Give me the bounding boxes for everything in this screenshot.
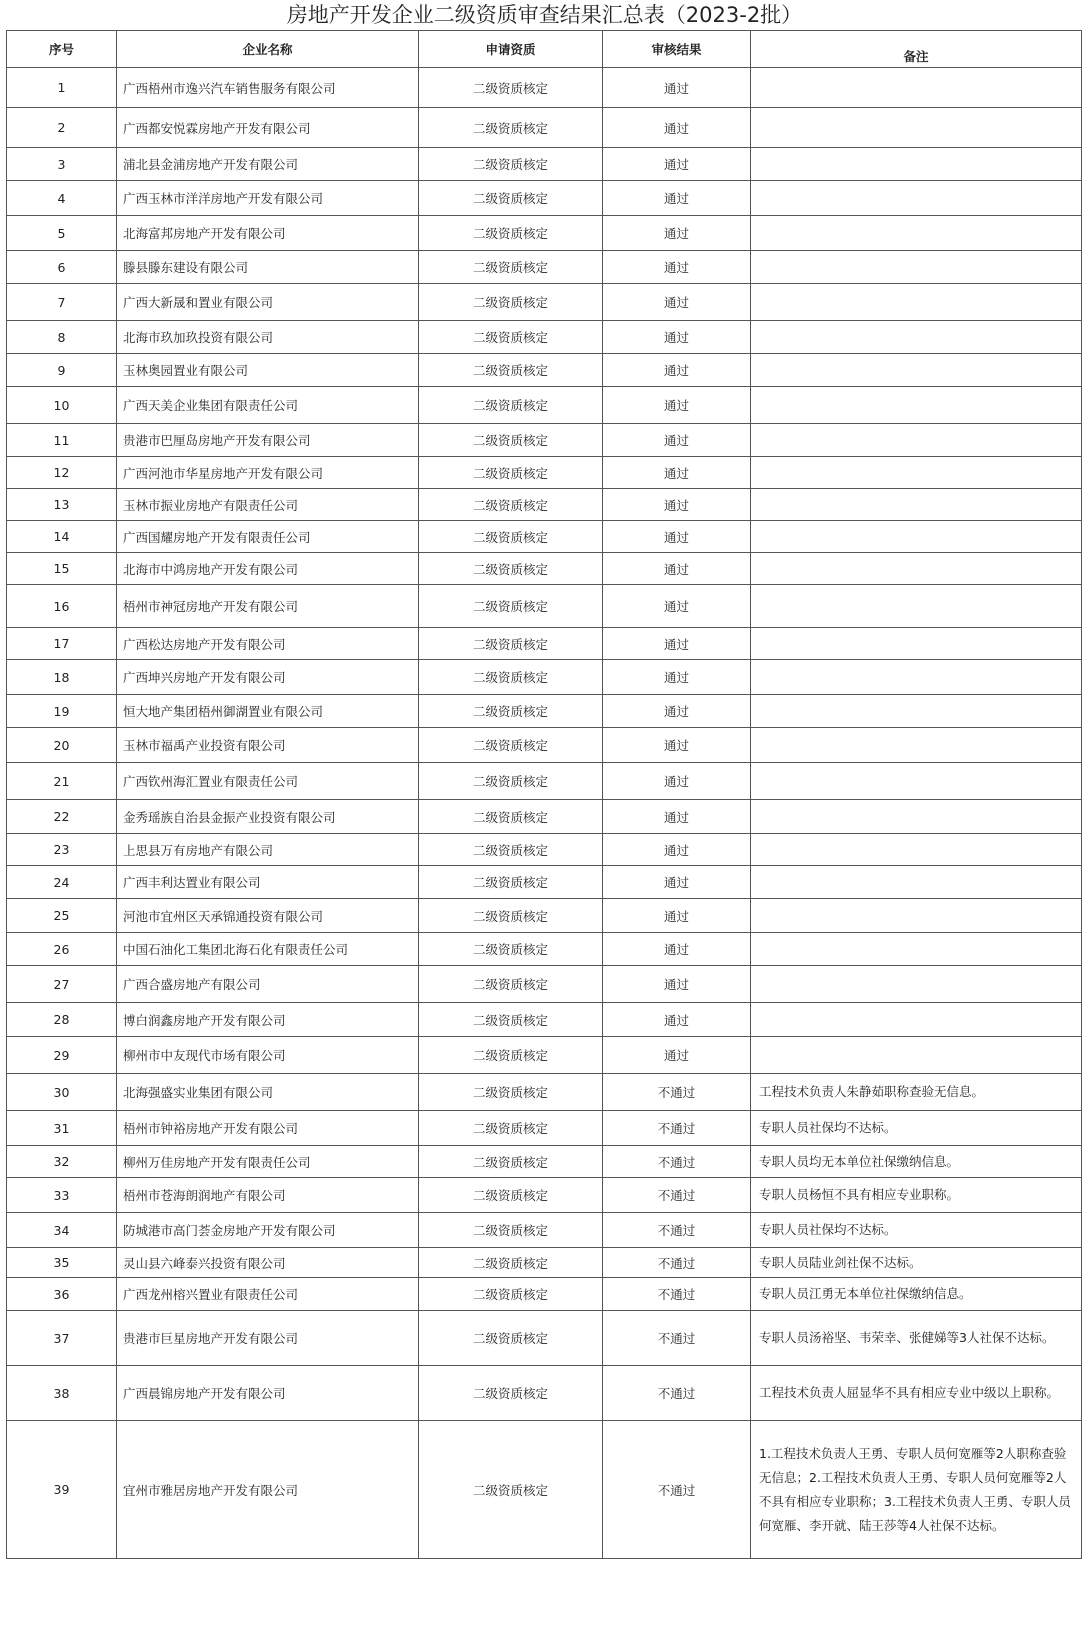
cell-remarks: 专职人员社保均不达标。: [751, 1213, 1082, 1248]
cell-qualification: 二级资质核定: [419, 68, 603, 108]
cell-remarks: [751, 800, 1082, 834]
header-result: 审核结果: [603, 31, 751, 68]
cell-seq: 25: [7, 899, 117, 933]
cell-qualification: 二级资质核定: [419, 354, 603, 387]
cell-company-name: 柳州市中友现代市场有限公司: [117, 1037, 419, 1074]
cell-result: 通过: [603, 457, 751, 489]
cell-seq: 19: [7, 695, 117, 728]
table-row: [7, 181, 1082, 216]
cell-result: 通过: [603, 387, 751, 424]
cell-qualification: 二级资质核定: [419, 834, 603, 866]
cell-remarks: [751, 68, 1082, 108]
table-row: [7, 695, 1082, 728]
cell-qualification: 二级资质核定: [419, 387, 603, 424]
cell-company-name: 玉林奥园置业有限公司: [117, 354, 419, 387]
cell-qualification: 二级资质核定: [419, 966, 603, 1003]
cell-qualification: 二级资质核定: [419, 660, 603, 695]
cell-result: 通过: [603, 933, 751, 966]
cell-company-name: 玉林市福禹产业投资有限公司: [117, 728, 419, 763]
cell-seq: 29: [7, 1037, 117, 1074]
cell-company-name: 北海富邦房地产开发有限公司: [117, 216, 419, 251]
cell-seq: 30: [7, 1074, 117, 1111]
cell-remarks: 工程技术负责人朱静茹职称查验无信息。: [751, 1074, 1082, 1111]
cell-result: 通过: [603, 728, 751, 763]
cell-result: 通过: [603, 181, 751, 216]
cell-qualification: 二级资质核定: [419, 424, 603, 457]
cell-company-name: 浦北县金浦房地产开发有限公司: [117, 148, 419, 181]
cell-seq: 6: [7, 251, 117, 284]
cell-company-name: 梧州市苍海朗润地产有限公司: [117, 1178, 419, 1213]
cell-qualification: 二级资质核定: [419, 1111, 603, 1146]
cell-qualification: 二级资质核定: [419, 1178, 603, 1213]
cell-company-name: 贵港市巨星房地产开发有限公司: [117, 1311, 419, 1366]
cell-company-name: 贵港市巴厘岛房地产开发有限公司: [117, 424, 419, 457]
cell-seq: 2: [7, 108, 117, 148]
cell-remarks: [751, 387, 1082, 424]
cell-remarks: [751, 1003, 1082, 1037]
cell-remarks: [751, 628, 1082, 660]
cell-seq: 31: [7, 1111, 117, 1146]
cell-company-name: 广西玉林市洋洋房地产开发有限公司: [117, 181, 419, 216]
table-row: [7, 553, 1082, 585]
cell-company-name: 广西晨锦房地产开发有限公司: [117, 1366, 419, 1421]
cell-result: 通过: [603, 1003, 751, 1037]
cell-company-name: 梧州市神冠房地产开发有限公司: [117, 585, 419, 628]
cell-qualification: 二级资质核定: [419, 628, 603, 660]
cell-remarks: [751, 181, 1082, 216]
cell-result: 通过: [603, 216, 751, 251]
cell-result: 不通过: [603, 1278, 751, 1311]
cell-result: 通过: [603, 68, 751, 108]
cell-company-name: 恒大地产集团梧州御湖置业有限公司: [117, 695, 419, 728]
cell-remarks: 专职人员陆业剑社保不达标。: [751, 1248, 1082, 1278]
cell-company-name: 广西龙州榕兴置业有限责任公司: [117, 1278, 419, 1311]
cell-seq: 12: [7, 457, 117, 489]
cell-seq: 8: [7, 321, 117, 354]
cell-remarks: [751, 585, 1082, 628]
cell-qualification: 二级资质核定: [419, 1278, 603, 1311]
cell-company-name: 北海市玖加玖投资有限公司: [117, 321, 419, 354]
table-row: [7, 1003, 1082, 1037]
table-row: [7, 457, 1082, 489]
cell-seq: 37: [7, 1311, 117, 1366]
table-row: [7, 1146, 1082, 1178]
cell-seq: 24: [7, 866, 117, 899]
cell-qualification: 二级资质核定: [419, 1213, 603, 1248]
cell-result: 通过: [603, 148, 751, 181]
cell-seq: 32: [7, 1146, 117, 1178]
table-row: [7, 660, 1082, 695]
header-seq: 序号: [7, 31, 117, 68]
cell-result: 通过: [603, 585, 751, 628]
cell-result: 通过: [603, 866, 751, 899]
cell-company-name: 滕县滕东建设有限公司: [117, 251, 419, 284]
table-row: [7, 763, 1082, 800]
cell-company-name: 广西都安悦霖房地产开发有限公司: [117, 108, 419, 148]
cell-company-name: 金秀瑶族自治县金振产业投资有限公司: [117, 800, 419, 834]
cell-seq: 22: [7, 800, 117, 834]
cell-seq: 38: [7, 1366, 117, 1421]
cell-remarks: [751, 966, 1082, 1003]
cell-qualification: 二级资质核定: [419, 800, 603, 834]
cell-qualification: 二级资质核定: [419, 933, 603, 966]
cell-result: 通过: [603, 251, 751, 284]
table-row: [7, 628, 1082, 660]
cell-result: 通过: [603, 660, 751, 695]
table-row: [7, 933, 1082, 966]
cell-qualification: 二级资质核定: [419, 489, 603, 521]
cell-qualification: 二级资质核定: [419, 284, 603, 321]
cell-seq: 9: [7, 354, 117, 387]
cell-qualification: 二级资质核定: [419, 1248, 603, 1278]
cell-qualification: 二级资质核定: [419, 181, 603, 216]
cell-remarks: [751, 216, 1082, 251]
cell-seq: 10: [7, 387, 117, 424]
cell-seq: 5: [7, 216, 117, 251]
cell-result: 不通过: [603, 1366, 751, 1421]
cell-company-name: 广西国耀房地产开发有限责任公司: [117, 521, 419, 553]
cell-qualification: 二级资质核定: [419, 899, 603, 933]
cell-company-name: 广西梧州市逸兴汽车销售服务有限公司: [117, 68, 419, 108]
table-row: [7, 585, 1082, 628]
header-qualification: 申请资质: [419, 31, 603, 68]
cell-result: 通过: [603, 695, 751, 728]
cell-qualification: 二级资质核定: [419, 763, 603, 800]
cell-remarks: [751, 660, 1082, 695]
cell-result: 不通过: [603, 1074, 751, 1111]
cell-qualification: 二级资质核定: [419, 728, 603, 763]
cell-company-name: 梧州市钟裕房地产开发有限公司: [117, 1111, 419, 1146]
cell-remarks: [751, 1037, 1082, 1074]
cell-remarks: [751, 284, 1082, 321]
cell-seq: 26: [7, 933, 117, 966]
cell-seq: 27: [7, 966, 117, 1003]
cell-qualification: 二级资质核定: [419, 1421, 603, 1559]
table-row: [7, 1111, 1082, 1146]
table-row: [7, 1366, 1082, 1421]
table-row: [7, 148, 1082, 181]
cell-qualification: 二级资质核定: [419, 457, 603, 489]
table-row: [7, 1421, 1082, 1559]
cell-company-name: 广西河池市华星房地产开发有限公司: [117, 457, 419, 489]
cell-remarks: [751, 866, 1082, 899]
cell-result: 通过: [603, 553, 751, 585]
cell-company-name: 广西合盛房地产有限公司: [117, 966, 419, 1003]
cell-seq: 3: [7, 148, 117, 181]
cell-company-name: 灵山县六峰泰兴投资有限公司: [117, 1248, 419, 1278]
table-row: [7, 1311, 1082, 1366]
cell-remarks: [751, 834, 1082, 866]
cell-qualification: 二级资质核定: [419, 1311, 603, 1366]
cell-qualification: 二级资质核定: [419, 1366, 603, 1421]
cell-remarks: 专职人员杨恒不具有相应专业职称。: [751, 1178, 1082, 1213]
cell-remarks: 专职人员江勇无本单位社保缴纳信息。: [751, 1278, 1082, 1311]
cell-company-name: 广西天美企业集团有限责任公司: [117, 387, 419, 424]
table-row: [7, 489, 1082, 521]
cell-result: 通过: [603, 899, 751, 933]
cell-result: 通过: [603, 1037, 751, 1074]
cell-seq: 11: [7, 424, 117, 457]
cell-company-name: 广西丰利达置业有限公司: [117, 866, 419, 899]
cell-result: 通过: [603, 763, 751, 800]
cell-remarks: [751, 728, 1082, 763]
cell-remarks: [751, 695, 1082, 728]
cell-seq: 17: [7, 628, 117, 660]
cell-result: 通过: [603, 521, 751, 553]
cell-qualification: 二级资质核定: [419, 148, 603, 181]
cell-result: 不通过: [603, 1421, 751, 1559]
cell-company-name: 北海市中鸿房地产开发有限公司: [117, 553, 419, 585]
cell-seq: 23: [7, 834, 117, 866]
cell-result: 通过: [603, 424, 751, 457]
table-row: [7, 1213, 1082, 1248]
cell-remarks: [751, 321, 1082, 354]
cell-seq: 18: [7, 660, 117, 695]
cell-seq: 1: [7, 68, 117, 108]
cell-qualification: 二级资质核定: [419, 1037, 603, 1074]
cell-qualification: 二级资质核定: [419, 1003, 603, 1037]
cell-result: 不通过: [603, 1111, 751, 1146]
cell-seq: 15: [7, 553, 117, 585]
cell-qualification: 二级资质核定: [419, 1146, 603, 1178]
cell-company-name: 柳州万佳房地产开发有限责任公司: [117, 1146, 419, 1178]
cell-result: 通过: [603, 108, 751, 148]
cell-result: 不通过: [603, 1146, 751, 1178]
table-body: [7, 68, 1082, 1559]
cell-remarks: [751, 148, 1082, 181]
table-row: [7, 284, 1082, 321]
header-company-name: 企业名称: [117, 31, 419, 68]
cell-remarks: [751, 521, 1082, 553]
cell-qualification: 二级资质核定: [419, 321, 603, 354]
cell-qualification: 二级资质核定: [419, 521, 603, 553]
table-row: [7, 866, 1082, 899]
cell-remarks: [751, 899, 1082, 933]
table-row: [7, 521, 1082, 553]
cell-qualification: 二级资质核定: [419, 553, 603, 585]
cell-result: 不通过: [603, 1248, 751, 1278]
table-row: [7, 108, 1082, 148]
table-row: [7, 834, 1082, 866]
cell-result: 通过: [603, 489, 751, 521]
table-row: [7, 424, 1082, 457]
cell-seq: 39: [7, 1421, 117, 1559]
cell-company-name: 河池市宜州区天承锦通投资有限公司: [117, 899, 419, 933]
cell-remarks: [751, 354, 1082, 387]
cell-qualification: 二级资质核定: [419, 108, 603, 148]
cell-seq: 35: [7, 1248, 117, 1278]
table-row: [7, 216, 1082, 251]
table-row: [7, 966, 1082, 1003]
cell-result: 通过: [603, 800, 751, 834]
cell-company-name: 防城港市高门荟金房地产开发有限公司: [117, 1213, 419, 1248]
cell-remarks: 专职人员社保均不达标。: [751, 1111, 1082, 1146]
cell-company-name: 广西钦州海汇置业有限责任公司: [117, 763, 419, 800]
cell-result: 通过: [603, 354, 751, 387]
table-row: [7, 387, 1082, 424]
cell-remarks: 1.工程技术负责人王勇、专职人员何宽雁等2人职称查验无信息；2.工程技术负责人王勇、专职人员何宽雁等2人不具有相应专业职称；3.工程技术负责人王勇、专职人员何宽雁、李开就、陆王莎等4人社保不达标。: [751, 1421, 1082, 1559]
header-remarks: 备注: [751, 31, 1082, 68]
cell-seq: 4: [7, 181, 117, 216]
table-row: [7, 251, 1082, 284]
table-row: [7, 800, 1082, 834]
cell-remarks: [751, 933, 1082, 966]
cell-result: 不通过: [603, 1311, 751, 1366]
cell-seq: 20: [7, 728, 117, 763]
cell-seq: 34: [7, 1213, 117, 1248]
cell-qualification: 二级资质核定: [419, 695, 603, 728]
table-header-row: [7, 31, 1082, 68]
cell-company-name: 博白润鑫房地产开发有限公司: [117, 1003, 419, 1037]
cell-result: 不通过: [603, 1178, 751, 1213]
cell-company-name: 玉林市振业房地产有限责任公司: [117, 489, 419, 521]
cell-remarks: [751, 108, 1082, 148]
table-row: [7, 1178, 1082, 1213]
table-row: [7, 354, 1082, 387]
cell-qualification: 二级资质核定: [419, 585, 603, 628]
cell-company-name: 广西松达房地产开发有限公司: [117, 628, 419, 660]
table-row: [7, 68, 1082, 108]
cell-company-name: 广西大新晟和置业有限公司: [117, 284, 419, 321]
table-row: [7, 1248, 1082, 1278]
cell-result: 通过: [603, 321, 751, 354]
cell-company-name: 宜州市雅居房地产开发有限公司: [117, 1421, 419, 1559]
cell-result: 通过: [603, 284, 751, 321]
cell-qualification: 二级资质核定: [419, 1074, 603, 1111]
cell-seq: 21: [7, 763, 117, 800]
table-row: [7, 728, 1082, 763]
cell-company-name: 中国石油化工集团北海石化有限责任公司: [117, 933, 419, 966]
cell-seq: 16: [7, 585, 117, 628]
table-row: [7, 1074, 1082, 1111]
cell-result: 不通过: [603, 1213, 751, 1248]
cell-qualification: 二级资质核定: [419, 216, 603, 251]
cell-result: 通过: [603, 834, 751, 866]
cell-seq: 7: [7, 284, 117, 321]
cell-remarks: [751, 251, 1082, 284]
cell-seq: 36: [7, 1278, 117, 1311]
cell-remarks: 专职人员均无本单位社保缴纳信息。: [751, 1146, 1082, 1178]
table-row: [7, 1278, 1082, 1311]
cell-remarks: [751, 553, 1082, 585]
cell-remarks: [751, 763, 1082, 800]
cell-seq: 14: [7, 521, 117, 553]
cell-remarks: [751, 489, 1082, 521]
table-row: [7, 1037, 1082, 1074]
cell-company-name: 北海强盛实业集团有限公司: [117, 1074, 419, 1111]
cell-seq: 28: [7, 1003, 117, 1037]
cell-company-name: 广西坤兴房地产开发有限公司: [117, 660, 419, 695]
table-row: [7, 321, 1082, 354]
cell-qualification: 二级资质核定: [419, 251, 603, 284]
cell-remarks: 专职人员汤裕坚、韦荣幸、张健娣等3人社保不达标。: [751, 1311, 1082, 1366]
cell-result: 通过: [603, 966, 751, 1003]
table-row: [7, 899, 1082, 933]
results-table: [6, 30, 1082, 1559]
cell-remarks: 工程技术负责人屈显华不具有相应专业中级以上职称。: [751, 1366, 1082, 1421]
cell-seq: 33: [7, 1178, 117, 1213]
cell-remarks: [751, 457, 1082, 489]
cell-qualification: 二级资质核定: [419, 866, 603, 899]
cell-seq: 13: [7, 489, 117, 521]
cell-company-name: 上思县万有房地产有限公司: [117, 834, 419, 866]
cell-result: 通过: [603, 628, 751, 660]
page-title: 房地产开发企业二级资质审查结果汇总表（2023-2批）: [286, 3, 803, 27]
cell-remarks: [751, 424, 1082, 457]
